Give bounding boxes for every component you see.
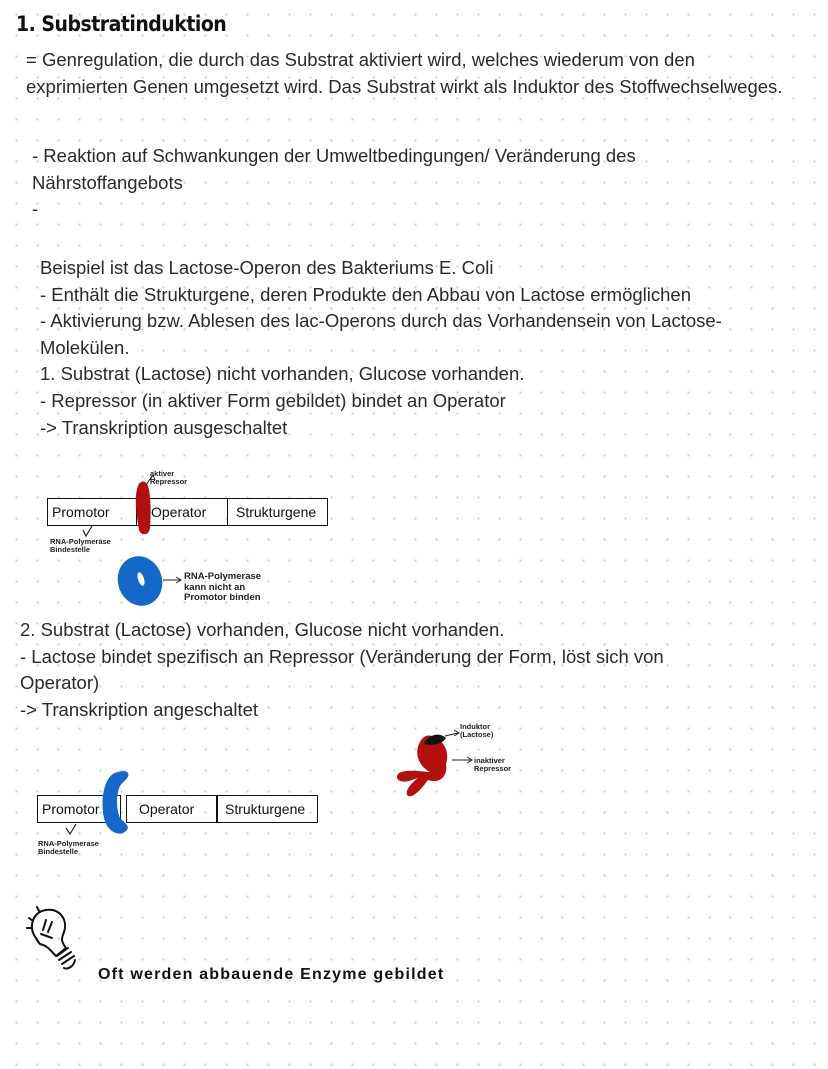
binding-site-label-1: RNA-Polymerase Bindestelle [50,537,111,554]
active-repressor-label: aktiver Repressor [150,469,188,486]
empty-bullet: - [32,198,39,219]
rna-polymerase-bound-shape [103,771,129,834]
polymerase-note: RNA-Polymerase kann nicht an Promotor binden [184,571,262,603]
operator-box: Operator [136,498,228,526]
definition-text: = Genregulation, die durch das Substrat aktiviert wird, welches wiederum von den exprimierten Genen umgesetzt wird. Das Substrat wirkt als Induktor des Stoffwechselweges. [26,49,783,97]
case1-line-a: - Repressor (in aktiver Form gebildet) bindet an Operator [40,389,506,411]
note-text: Oft werden abbauende Enzyme gebildet [98,966,445,983]
reaction-bullet: - Reaktion auf Schwankungen der Umweltbedingungen/ Veränderung des Nährstoffangebots [32,145,636,193]
case2-line-1: - Lactose bindet spezifisch an Repressor (Veränderung der Form, löst sich von Operator) [20,645,664,694]
strukturgene-box-2: Strukturgene [216,795,318,823]
inactive-repressor-shape [397,735,447,797]
page-title: 1. Substratinduktion [16,12,227,36]
promotor-box: Promotor [47,498,137,526]
case1-title: 1. Substrat (Lactose) nicht vorhanden, Glucose vorhanden. [40,363,525,385]
case2-line-2: -> Transkription angeschaltet [20,698,259,720]
example-line-2: - Aktivierung bzw. Ablesen des lac-Operons durch das Vorhandensein von Lactose-Molekülen. [40,310,722,358]
example-line-1: - Enthält die Strukturgene, deren Produkte den Abbau von Lactose ermöglichen [40,283,692,305]
binding-site-label-2: RNA-Polymerase Bindestelle [38,839,99,856]
strukturgene-box: Strukturgene [227,498,328,526]
operator-box-2: Operator [126,795,218,823]
case2-title: 2. Substrat (Lactose) vorhanden, Glucose nicht vorhanden. [20,619,505,640]
lightbulb-icon [26,906,96,974]
promotor-box-2: Promotor [37,795,121,823]
case1-line-b: -> Transkription ausgeschaltet [40,416,288,438]
inactive-repressor-label: inaktiver Repressor [474,756,512,773]
inductor-label: Induktor (Lactose) [460,722,494,739]
example-intro: Beispiel ist das Lactose-Operon des Bakteriums E. Coli [40,257,494,278]
